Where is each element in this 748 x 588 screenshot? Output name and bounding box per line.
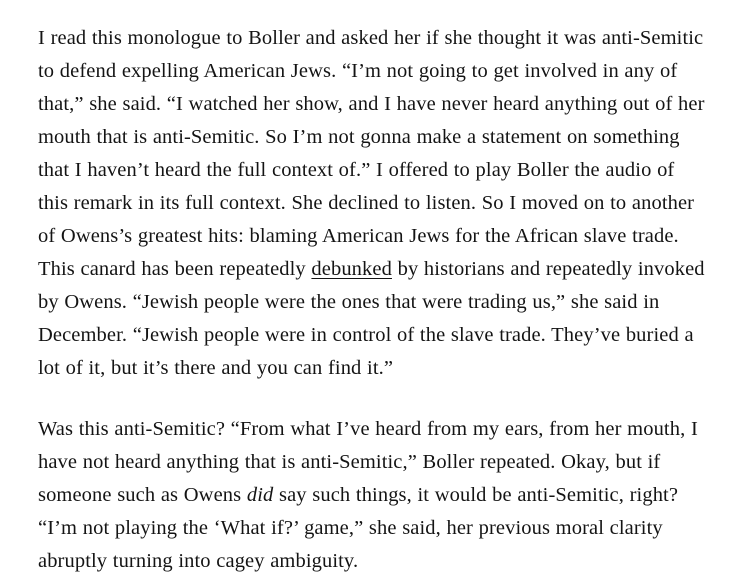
paragraph-1 — [38, 22, 708, 385]
paragraph-2 — [38, 413, 708, 578]
paragraph-2-text-b: say such things, it would be anti-Semitic, right? “I’m not playing the ‘What if?’ game,” she said, her previous moral clarity abruptly turning into cagey ambiguity. — [38, 484, 679, 572]
emphasis-did: did — [246, 484, 274, 506]
paragraph-1-text-a: I read this monologue to Boller and asked her if she thought it was anti-Semitic to defend expelling American Jews. “I’m not going to get involved in any of that,” she said. “I watched her show, and I have never heard anything out of her mouth that is anti-Semitic. So I’m not gonna make a statement on something that I haven’t heard the full context of.” I offered to play Boller the audio of this remark in its full context. She declined to listen. So I moved on to another of Owens’s greatest hits: blaming American Jews for the African slave trade. This canard has been repeatedly — [38, 27, 705, 280]
paragraph-1-text-b: by historians and repeatedly invoked by Owens. “Jewish people were the ones that were trading us,” she said in December. “Jewish people were in control of the slave trade. They’ve buried a lot of it, but it’s there and you can find it.” — [38, 258, 705, 379]
debunked-link[interactable]: debunked — [311, 258, 392, 280]
paragraph-2-text-a: Was this anti-Semitic? “From what I’ve heard from my ears, from her mouth, I have not heard anything that is anti-Semitic,” Boller repeated. Okay, but if someone such as Owens — [38, 418, 698, 506]
